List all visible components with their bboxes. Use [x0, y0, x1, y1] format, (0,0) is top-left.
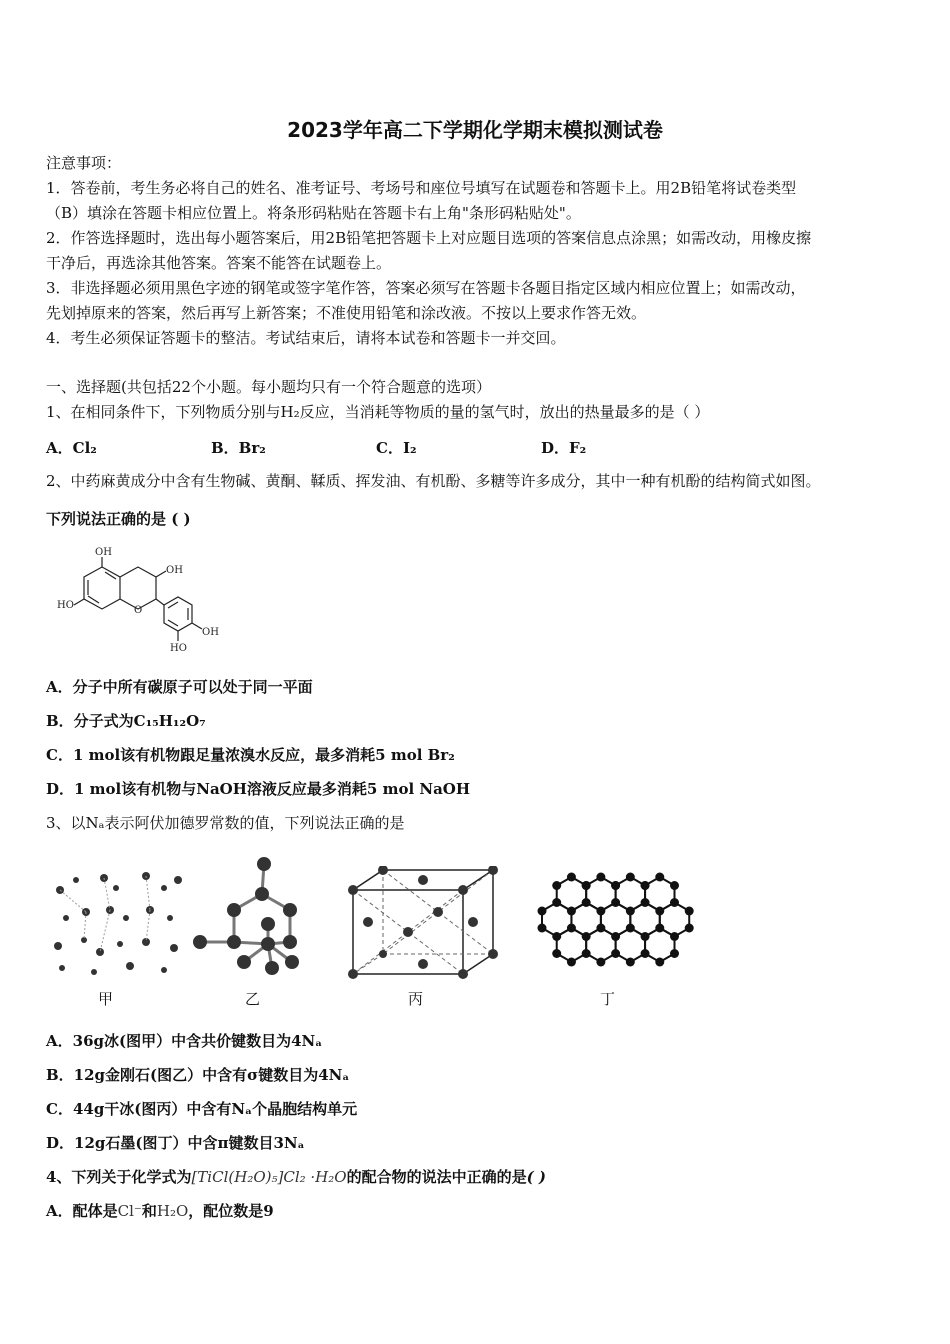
- mol-label-o: O: [134, 605, 143, 616]
- q3-option-a: A．36g冰(图甲）中含共价键数目为4Nₐ: [46, 1032, 323, 1050]
- graphite-atom: [596, 958, 605, 967]
- q4-stem-pre: 4、下列关于化学式为: [46, 1168, 192, 1186]
- notice-line: 干净后，再选涂其他答案。答案不能答在试题卷上。: [46, 254, 392, 272]
- graphite-atom: [670, 881, 679, 890]
- molecule-structure: [52, 545, 222, 655]
- graphite-atom: [538, 924, 547, 933]
- graphite-atom: [538, 907, 547, 916]
- graphite-atom: [552, 898, 561, 907]
- graphite-atom: [655, 907, 664, 916]
- mol-label-oh: OH: [202, 627, 219, 638]
- graphite-atom: [655, 924, 664, 933]
- graphite-atom: [655, 958, 664, 967]
- graphite-atom: [611, 898, 620, 907]
- graphite-atom: [611, 881, 620, 890]
- graphite-atom: [641, 881, 650, 890]
- graphite-atom: [582, 898, 591, 907]
- q4-paren: ( ): [526, 1168, 546, 1186]
- graphite-atom: [685, 907, 694, 916]
- graphite-atom: [641, 949, 650, 958]
- graphite-hexagon: [586, 928, 615, 962]
- dry-ice-structure-figure: [343, 866, 503, 980]
- graphite-atom: [552, 949, 561, 958]
- q4-option-a-ion1: Cl⁻: [117, 1202, 142, 1220]
- q2-stem-2: 下列说法正确的是 ( ): [46, 510, 191, 528]
- graphite-atom: [552, 881, 561, 890]
- q4-stem: [46, 1166, 546, 1187]
- diamond-structure-figure: [188, 852, 328, 980]
- section-heading: 一、选择题(共包括22个小题。每小题均只有一个符合题意的选项）: [46, 378, 491, 396]
- ice-structure-figure: [46, 860, 186, 980]
- page-title: 2023学年高二下学期化学期末模拟测试卷: [287, 118, 663, 142]
- notice-line: （B）填涂在答题卡相应位置上。将条形码粘贴在答题卡右上角"条形码粘贴处"。: [46, 204, 581, 222]
- q4-formula: [TiCl(H₂O)₅]Cl₂ ·H₂O: [191, 1168, 347, 1186]
- q2-option-d: D．1 mol该有机物与NaOH溶液反应最多消耗5 mol NaOH: [46, 780, 471, 798]
- notice-line: 4．考生必须保证答题卡的整洁。考试结束后，请将本试卷和答题卡一并交回。: [46, 329, 566, 347]
- figure-label-jia: 甲: [98, 990, 114, 1008]
- q4-option-a-ion2: H₂O: [156, 1202, 189, 1220]
- graphite-atom: [641, 932, 650, 941]
- q3-stem: 3、以Nₐ表示阿伏加德罗常数的值，下列说法正确的是: [46, 814, 405, 832]
- q4-option-a: [46, 1200, 274, 1221]
- graphite-atom: [670, 898, 679, 907]
- q2-option-b: B．分子式为C₁₅H₁₂O₇: [46, 712, 206, 730]
- graphite-atom: [567, 907, 576, 916]
- graphite-atom: [626, 907, 635, 916]
- graphite-atom: [685, 924, 694, 933]
- q1-option-d: D．F₂: [541, 439, 587, 457]
- q1-stem: 1、在相同条件下，下列物质分别与H₂反应，当消耗等物质的量的氢气时，放出的热量最多的是（ ）: [46, 403, 710, 421]
- graphite-atom: [670, 932, 679, 941]
- figure-label-ding: 丁: [600, 990, 616, 1008]
- graphite-atom: [596, 924, 605, 933]
- mol-label-oh: OH: [166, 565, 183, 576]
- q1-option-a: A．Cl₂: [46, 439, 97, 457]
- graphite-atom: [567, 873, 576, 882]
- notice-line: 3．非选择题必须用黑色字迹的钢笔或签字笔作答，答案必须写在答题卡各题目指定区域内相应位置上；如需改动，: [46, 279, 806, 297]
- mol-label-oh: OH: [95, 547, 112, 558]
- graphite-atom: [567, 958, 576, 967]
- graphite-atom: [552, 932, 561, 941]
- q3-option-b: B．12g金刚石(图乙）中含有σ键数目为4Nₐ: [46, 1066, 350, 1084]
- mol-label-ho: HO: [57, 600, 74, 611]
- graphite-atom: [582, 949, 591, 958]
- notice-line: 1．答卷前，考生务必将自己的姓名、准考证号、考场号和座位号填写在试题卷和答题卡上。用2B铅笔将试卷类型: [46, 179, 797, 197]
- graphite-atom: [626, 958, 635, 967]
- graphite-atom: [655, 873, 664, 882]
- q4-option-a-mid: 和: [141, 1202, 157, 1220]
- graphite-atom: [582, 932, 591, 941]
- graphite-atom: [567, 924, 576, 933]
- graphite-atom: [611, 949, 620, 958]
- figure-label-yi: 乙: [245, 990, 261, 1008]
- q4-option-a-pre: A．配体是: [46, 1202, 118, 1220]
- graphite-hexagon: [616, 928, 645, 962]
- q3-option-c: C．44g干冰(图丙）中含有Nₐ个晶胞结构单元: [46, 1100, 358, 1118]
- q3-option-d: D．12g石墨(图丁）中含π键数目3Nₐ: [46, 1134, 305, 1152]
- graphite-atom: [670, 949, 679, 958]
- graphite-atom: [611, 932, 620, 941]
- graphite-atom: [626, 924, 635, 933]
- graphite-hexagon: [645, 928, 674, 962]
- q2-stem: 2、中药麻黄成分中含有生物碱、黄酮、鞣质、挥发油、有机酚、多糖等许多成分，其中一种有机酚的结构简式如图。: [46, 472, 821, 490]
- q1-option-c: C．I₂: [376, 439, 417, 457]
- graphite-atom: [641, 898, 650, 907]
- graphite-atom: [596, 907, 605, 916]
- notice-line: 2．作答选择题时，选出每小题答案后，用2B铅笔把答题卡上对应题目选项的答案信息点涂黑；如需改动，用橡皮擦: [46, 229, 812, 247]
- q2-option-a: A．分子中所有碳原子可以处于同一平面: [46, 678, 313, 696]
- notice-heading: 注意事项：: [46, 154, 122, 172]
- mol-label-ho: HO: [170, 643, 187, 654]
- figure-label-bing: 丙: [408, 990, 424, 1008]
- q1-option-b: B．Br₂: [211, 439, 266, 457]
- q4-option-a-post: ，配位数是9: [188, 1202, 274, 1220]
- graphite-hexagon: [557, 928, 586, 962]
- notice-line: 先划掉原来的答案，然后再写上新答案；不准使用铅笔和涂改液。不按以上要求作答无效。: [46, 304, 647, 322]
- graphite-atom: [626, 873, 635, 882]
- graphite-atom: [582, 881, 591, 890]
- q4-stem-post: 的配合物的说法中正确的是: [346, 1168, 527, 1186]
- graphite-structure-figure: [530, 872, 700, 976]
- graphite-atom: [596, 873, 605, 882]
- q2-option-c: C．1 mol该有机物跟足量浓溴水反应，最多消耗5 mol Br₂: [46, 746, 455, 764]
